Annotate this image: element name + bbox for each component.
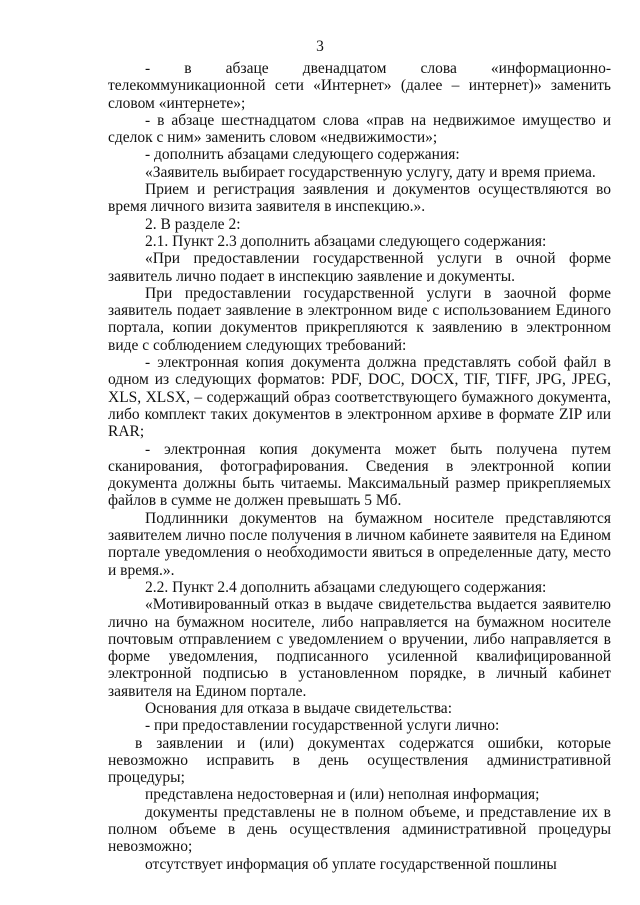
paragraph: - при предоставлении государственной услуги лично: bbox=[145, 717, 500, 735]
paragraph: - электронная копия документа может быть получена путем сканирования, фотографирования. Сведения в электронной копии документа должны быть читаемы. Максимальный размер прикрепляемых файлов в сумме не должен превышать 5 Мб. bbox=[108, 440, 611, 510]
document-body bbox=[108, 60, 611, 873]
paragraph: - в абзаце двенадцатом слова «информационно-телекоммуникационной сети «Интернет» (далее – интернет)» заменить словом «интернете»; bbox=[108, 60, 611, 112]
paragraph: документы представлены не в полном объеме, и представление их в полном объеме в день осуществления административной процедуры невозможно; bbox=[108, 803, 611, 856]
paragraph: Прием и регистрация заявления и документов осуществляются во время личного визита заявителя в инспекцию.». bbox=[108, 181, 611, 216]
paragraph: «При предоставлении государственной услуги в очной форме заявитель лично подает в инспекцию заявление и документы. bbox=[108, 250, 611, 285]
page-number: 3 bbox=[316, 38, 324, 55]
paragraph: 2.1. Пункт 2.3 дополнить абзацами следующего содержания: bbox=[145, 232, 547, 250]
paragraph: в заявлении и (или) документах содержатся ошибки, которые невозможно исправить в день осуществления административной процедуры; bbox=[108, 734, 611, 787]
paragraph: «Заявитель выбирает государственную услугу, дату и время приема. bbox=[145, 163, 596, 181]
paragraph: - электронная копия документа должна представлять собой файл в одном из следующих форматов: PDF, DOC, DOCX, TIF, TIFF, JPG, JPEG, XLS, XLSX, – содержащий образ соответствующего бумажного документа, либо комплект таких документов в электронном архиве в формате ZIP или RAR; bbox=[108, 354, 611, 441]
paragraph: Подлинники документов на бумажном носителе представляются заявителем лично после получения в личном кабинете заявителя на Едином портале уведомления о необходимости явиться в определенные дату, место и время.». bbox=[108, 509, 611, 579]
paragraph: Основания для отказа в выдаче свидетельства: bbox=[145, 699, 452, 717]
paragraph: - дополнить абзацами следующего содержания: bbox=[145, 146, 460, 164]
paragraph: 2. В разделе 2: bbox=[145, 215, 241, 233]
paragraph: представлена недостоверная и (или) неполная информация; bbox=[145, 786, 540, 804]
paragraph: «Мотивированный отказ в выдаче свидетельства выдается заявителю лично на бумажном носителе, либо направляется на бумажном носителе почтовым отправлением с уведомлением о вручении, либо направляется в форме уведомления, подписанного усиленной квалифицированной электронной подписью в установленном порядке, в личный кабинет заявителя на Едином портале. bbox=[108, 596, 611, 700]
paragraph: отсутствует информация об уплате государственной пошлины bbox=[145, 855, 557, 873]
paragraph: 2.2. Пункт 2.4 дополнить абзацами следующего содержания: bbox=[145, 578, 547, 596]
paragraph: При предоставлении государственной услуги в заочной форме заявитель подает заявление в электронном виде с использованием Единого портала, копии документов прикрепляются к заявлению в электронном виде с соблюдением следующих требований: bbox=[108, 284, 611, 354]
paragraph: - в абзаце шестнадцатом слова «прав на недвижимое имущество и сделок с ним» заменить словом «недвижимости»; bbox=[108, 111, 611, 147]
